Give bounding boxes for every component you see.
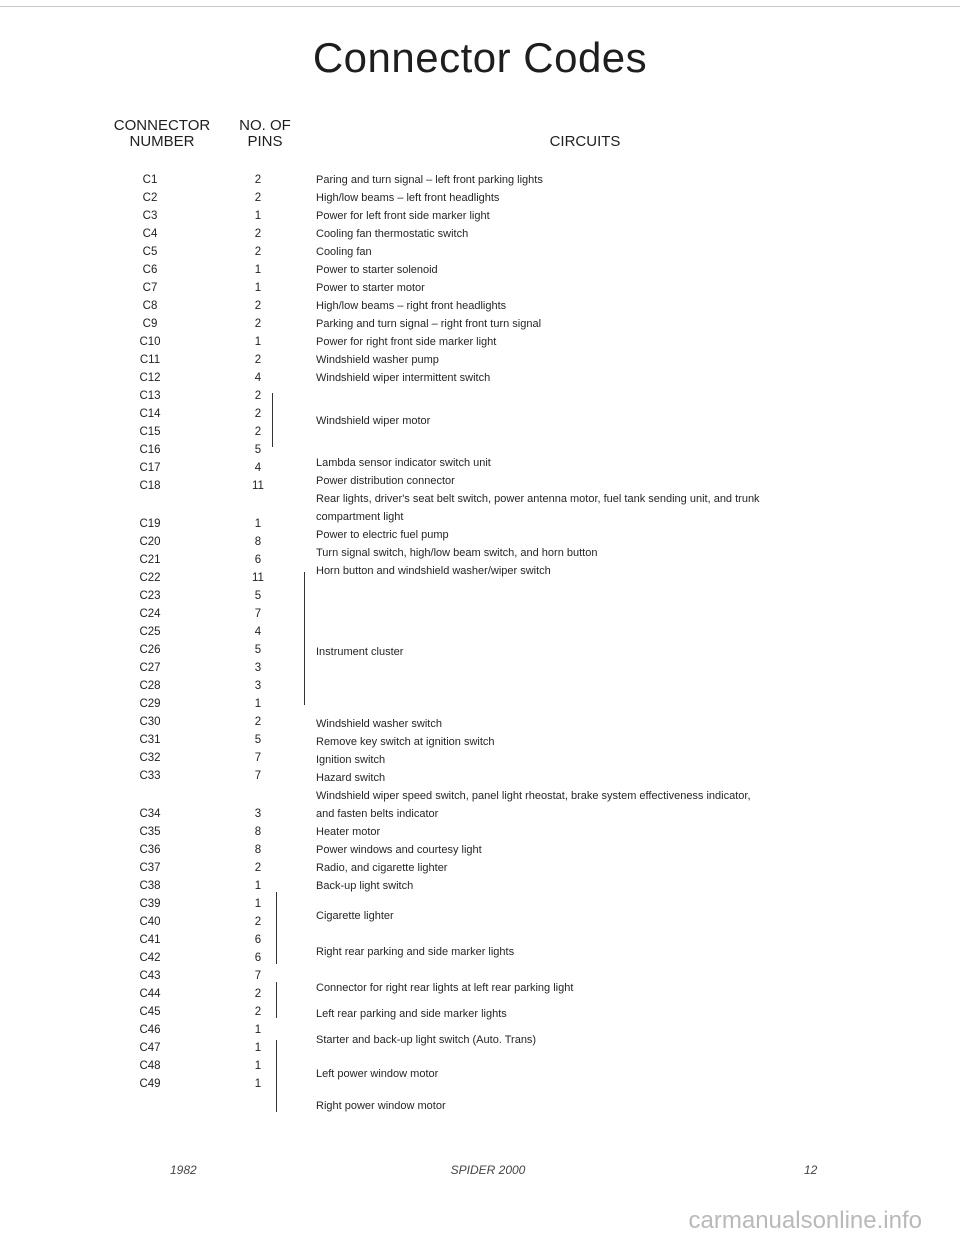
table-row bbox=[0, 424, 960, 440]
pin-count: 2 bbox=[254, 192, 262, 204]
connector-number: C10 bbox=[139, 336, 161, 348]
pin-count: 4 bbox=[254, 626, 262, 638]
table-row bbox=[0, 388, 960, 404]
connector-number: C5 bbox=[142, 246, 158, 258]
table-row bbox=[0, 606, 960, 622]
pin-count: 2 bbox=[254, 916, 262, 928]
circuit-description: Right power window motor bbox=[316, 1100, 446, 1112]
table-row bbox=[0, 642, 960, 658]
table-row bbox=[0, 244, 960, 260]
circuit-description: Power to starter motor bbox=[316, 282, 425, 294]
footer-model: SPIDER 2000 bbox=[450, 1163, 526, 1177]
table-row bbox=[0, 896, 960, 912]
connector-number: C42 bbox=[139, 952, 161, 964]
pin-count: 2 bbox=[254, 318, 262, 330]
pin-count: 3 bbox=[254, 662, 262, 674]
pin-count: 1 bbox=[254, 282, 262, 294]
circuit-description: Windshield wiper motor bbox=[316, 415, 431, 427]
pin-count: 8 bbox=[254, 826, 262, 838]
table-row bbox=[0, 768, 960, 784]
connector-number: C13 bbox=[139, 390, 161, 402]
table-row bbox=[0, 1076, 960, 1092]
connector-number: C15 bbox=[139, 426, 161, 438]
top-rule bbox=[0, 6, 960, 7]
circuit-description: Windshield wiper speed switch, panel light rheostat, brake system effectiveness indicator, bbox=[316, 790, 751, 802]
group-brace bbox=[304, 572, 305, 705]
pin-count: 2 bbox=[254, 354, 262, 366]
connector-number: C20 bbox=[139, 536, 161, 548]
connector-number: C18 bbox=[139, 480, 161, 492]
pin-count: 1 bbox=[254, 1060, 262, 1072]
pin-count: 7 bbox=[254, 752, 262, 764]
pin-count: 7 bbox=[254, 970, 262, 982]
pin-count: 2 bbox=[254, 228, 262, 240]
pin-count: 5 bbox=[254, 734, 262, 746]
pin-count: 4 bbox=[254, 372, 262, 384]
table-row bbox=[0, 860, 960, 876]
connector-header-line1: CONNECTOR bbox=[113, 117, 211, 134]
circuit-description: Power windows and courtesy light bbox=[316, 844, 482, 856]
connector-number: C2 bbox=[142, 192, 158, 204]
footer-year: 1982 bbox=[170, 1163, 197, 1177]
connector-number: C9 bbox=[142, 318, 158, 330]
circuit-description: Power distribution connector bbox=[316, 475, 455, 487]
circuit-description: Power to electric fuel pump bbox=[316, 529, 449, 541]
group-brace bbox=[276, 982, 277, 1018]
pin-count: 1 bbox=[254, 698, 262, 710]
pin-count: 2 bbox=[254, 716, 262, 728]
pin-count: 6 bbox=[254, 952, 262, 964]
pin-count: 6 bbox=[254, 554, 262, 566]
group-brace bbox=[276, 892, 277, 928]
pin-count: 7 bbox=[254, 608, 262, 620]
connector-number: C14 bbox=[139, 408, 161, 420]
circuit-description: Connector for right rear lights at left rear parking light bbox=[316, 982, 574, 994]
pin-count: 2 bbox=[254, 300, 262, 312]
connector-number: C8 bbox=[142, 300, 158, 312]
pin-count: 8 bbox=[254, 844, 262, 856]
circuit-description: Remove key switch at ignition switch bbox=[316, 736, 495, 748]
pin-count: 3 bbox=[254, 680, 262, 692]
connector-number: C35 bbox=[139, 826, 161, 838]
connector-number: C24 bbox=[139, 608, 161, 620]
pin-count: 5 bbox=[254, 444, 262, 456]
pin-count: 2 bbox=[254, 426, 262, 438]
connector-number: C30 bbox=[139, 716, 161, 728]
pin-count: 1 bbox=[254, 1042, 262, 1054]
table-row bbox=[0, 696, 960, 712]
connector-number: C45 bbox=[139, 1006, 161, 1018]
pin-count: 1 bbox=[254, 1078, 262, 1090]
table-row bbox=[0, 352, 960, 368]
circuit-description: High/low beams – left front headlights bbox=[316, 192, 500, 204]
pin-count: 3 bbox=[254, 808, 262, 820]
table-row bbox=[0, 750, 960, 766]
circuit-description: Paring and turn signal – left front parking lights bbox=[316, 174, 543, 186]
pin-count: 5 bbox=[254, 644, 262, 656]
pin-count: 1 bbox=[254, 210, 262, 222]
circuit-description: Cooling fan thermostatic switch bbox=[316, 228, 469, 240]
connector-number: C16 bbox=[139, 444, 161, 456]
pin-count: 1 bbox=[254, 898, 262, 910]
table-row bbox=[0, 824, 960, 840]
pin-count: 4 bbox=[254, 462, 262, 474]
table-row bbox=[0, 806, 960, 822]
table-row bbox=[0, 406, 960, 422]
circuit-description: Windshield wiper intermittent switch bbox=[316, 372, 491, 384]
connector-number: C23 bbox=[139, 590, 161, 602]
pin-count: 2 bbox=[254, 862, 262, 874]
circuit-description: Back-up light switch bbox=[316, 880, 414, 892]
connector-number: C17 bbox=[139, 462, 161, 474]
connector-number: C1 bbox=[142, 174, 158, 186]
connector-number: C37 bbox=[139, 862, 161, 874]
connector-number: C47 bbox=[139, 1042, 161, 1054]
pin-count: 6 bbox=[254, 934, 262, 946]
table-row bbox=[0, 262, 960, 278]
circuit-description: Turn signal switch, high/low beam switch, and horn button bbox=[316, 547, 598, 559]
circuit-description: Horn button and windshield washer/wiper switch bbox=[316, 565, 551, 577]
circuit-description: Cigarette lighter bbox=[316, 910, 394, 922]
connector-header-line2: NUMBER bbox=[129, 133, 195, 150]
pin-count: 2 bbox=[254, 174, 262, 186]
circuit-description: High/low beams – right front headlights bbox=[316, 300, 507, 312]
page-title: Connector Codes bbox=[312, 34, 648, 81]
pins-header-line1: NO. OF bbox=[239, 117, 291, 134]
table-row bbox=[0, 878, 960, 894]
circuit-description: Left power window motor bbox=[316, 1068, 439, 1080]
connector-number: C39 bbox=[139, 898, 161, 910]
circuit-description: Lambda sensor indicator switch unit bbox=[316, 457, 491, 469]
connector-number-header bbox=[100, 118, 224, 150]
group-brace bbox=[276, 928, 277, 964]
table-row bbox=[0, 588, 960, 604]
connector-number: C48 bbox=[139, 1060, 161, 1072]
circuit-description: Power for left front side marker light bbox=[316, 210, 490, 222]
connector-number: C21 bbox=[139, 554, 161, 566]
connector-number: C32 bbox=[139, 752, 161, 764]
connector-number: C22 bbox=[139, 572, 161, 584]
circuit-description: Radio, and cigarette lighter bbox=[316, 862, 448, 874]
group-brace bbox=[272, 393, 273, 447]
circuit-description: Instrument cluster bbox=[316, 646, 404, 658]
table-row bbox=[0, 660, 960, 676]
pin-count: 1 bbox=[254, 264, 262, 276]
circuit-description: Left rear parking and side marker lights bbox=[316, 1008, 507, 1020]
pin-count: 2 bbox=[254, 1006, 262, 1018]
connector-number: C31 bbox=[139, 734, 161, 746]
pin-count: 8 bbox=[254, 536, 262, 548]
table-row bbox=[0, 714, 960, 730]
pins-header-line2: PINS bbox=[247, 133, 283, 150]
connector-number: C38 bbox=[139, 880, 161, 892]
pin-count: 11 bbox=[252, 572, 264, 584]
pin-count: 2 bbox=[254, 988, 262, 1000]
pin-count: 5 bbox=[254, 590, 262, 602]
circuit-description: Hazard switch bbox=[316, 772, 386, 784]
circuits-header: CIRCUITS bbox=[549, 133, 621, 150]
connector-number: C41 bbox=[139, 934, 161, 946]
circuit-description: Right rear parking and side marker lights bbox=[316, 946, 515, 958]
table-row bbox=[0, 624, 960, 640]
pin-count: 2 bbox=[254, 408, 262, 420]
connector-number: C25 bbox=[139, 626, 161, 638]
circuit-description: Windshield washer pump bbox=[316, 354, 439, 366]
circuit-description: Power to starter solenoid bbox=[316, 264, 438, 276]
connector-number: C34 bbox=[139, 808, 161, 820]
connector-number: C19 bbox=[139, 518, 161, 530]
pin-count: 2 bbox=[254, 246, 262, 258]
pin-count: 1 bbox=[254, 518, 262, 530]
connector-number: C4 bbox=[142, 228, 158, 240]
pin-count: 2 bbox=[254, 390, 262, 402]
table-row bbox=[0, 516, 960, 532]
connector-number: C26 bbox=[139, 644, 161, 656]
connector-number: C11 bbox=[139, 354, 161, 366]
connector-number: C44 bbox=[139, 988, 161, 1000]
connector-number: C12 bbox=[139, 372, 161, 384]
connector-number: C7 bbox=[142, 282, 158, 294]
connector-number: C43 bbox=[139, 970, 161, 982]
table-row bbox=[0, 280, 960, 296]
footer-page-number: 12 bbox=[804, 1163, 818, 1177]
circuit-description: and fasten belts indicator bbox=[316, 808, 439, 820]
table-row bbox=[0, 914, 960, 930]
circuit-description: Cooling fan bbox=[316, 246, 372, 258]
circuit-description: compartment light bbox=[316, 511, 404, 523]
circuit-description: Power for right front side marker light bbox=[316, 336, 497, 348]
table-row bbox=[0, 678, 960, 694]
circuit-description: Rear lights, driver's seat belt switch, power antenna motor, fuel tank sending unit, and trunk bbox=[316, 493, 760, 505]
table-row bbox=[0, 226, 960, 242]
connector-number: C49 bbox=[139, 1078, 161, 1090]
group-brace bbox=[276, 1076, 277, 1112]
connector-number: C33 bbox=[139, 770, 161, 782]
pin-count: 1 bbox=[254, 880, 262, 892]
circuit-description: Parking and turn signal – right front turn signal bbox=[316, 318, 542, 330]
pin-count: 1 bbox=[254, 336, 262, 348]
connector-number: C3 bbox=[142, 210, 158, 222]
connector-number: C6 bbox=[142, 264, 158, 276]
group-brace bbox=[276, 1040, 277, 1076]
pin-count: 7 bbox=[254, 770, 262, 782]
table-row bbox=[0, 1058, 960, 1074]
pins-header bbox=[228, 118, 302, 150]
pin-count: 1 bbox=[254, 1024, 262, 1036]
connector-number: C29 bbox=[139, 698, 161, 710]
connector-number: C46 bbox=[139, 1024, 161, 1036]
connector-number: C36 bbox=[139, 844, 161, 856]
circuit-description: Ignition switch bbox=[316, 754, 386, 766]
pin-count: 11 bbox=[252, 480, 264, 492]
circuit-description: Windshield washer switch bbox=[316, 718, 442, 730]
watermark: carmanualsonline.info bbox=[688, 1207, 922, 1234]
connector-number: C28 bbox=[139, 680, 161, 692]
connector-number: C40 bbox=[139, 916, 161, 928]
circuit-description: Heater motor bbox=[316, 826, 381, 838]
circuit-description: Starter and back-up light switch (Auto. Trans) bbox=[316, 1034, 537, 1046]
connector-number: C27 bbox=[139, 662, 161, 674]
